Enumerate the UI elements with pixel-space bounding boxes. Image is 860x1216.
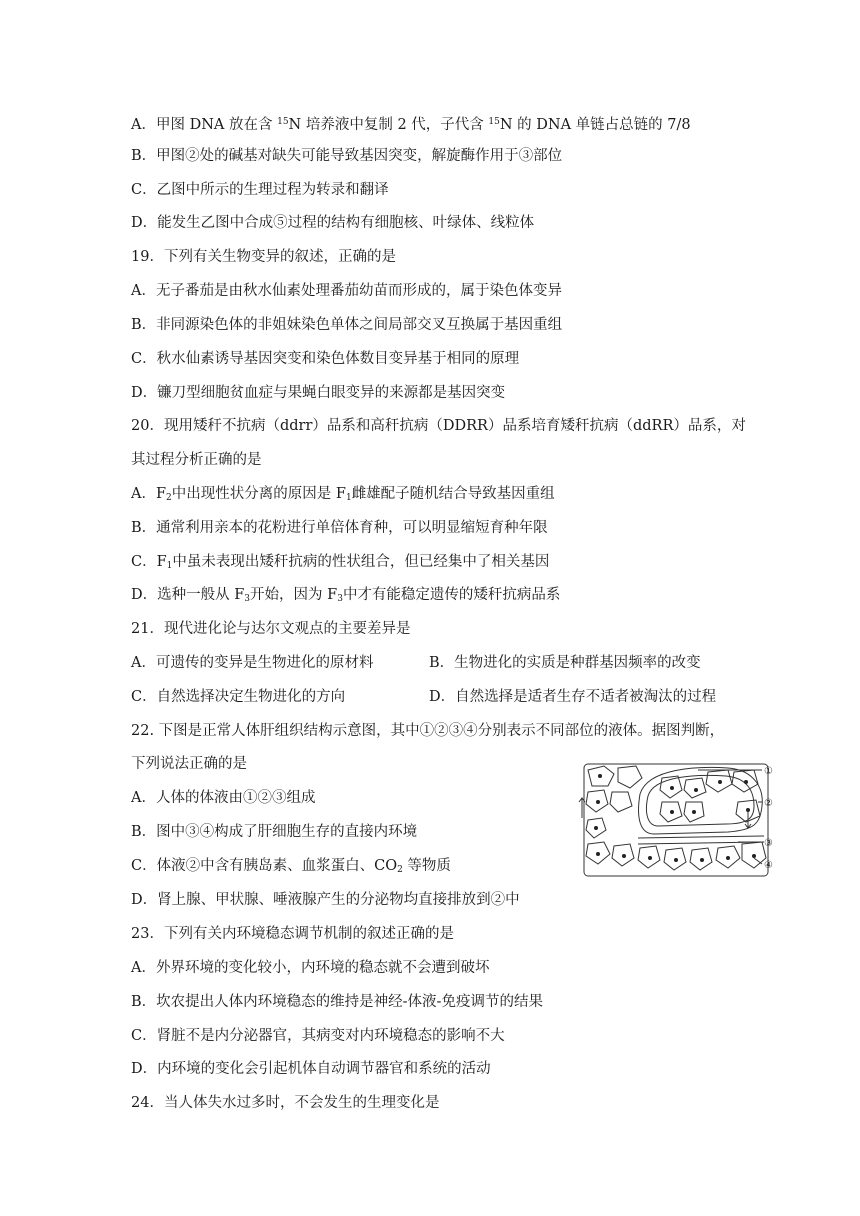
q21-option-a: A．可遗传的变异是生物进化的原材料: [131, 655, 374, 671]
q18-option-a: A．甲图 DNA 放在含 $^{15}$N 培养液中复制 2 代，子代含 $^{15}$N 的 DNA 单链占总链的 7/8: [131, 117, 691, 133]
q21-option-d: D．自然选择是适者生存不适者被淘汰的过程: [429, 689, 717, 705]
leader-line-4: [754, 858, 762, 864]
cell-nucleus: [674, 858, 678, 862]
q22-option-d: D．肾上腺、甲状腺、唾液腺产生的分泌物均直接排放到②中: [131, 892, 520, 908]
q19-option-b: B．非同源染色体的非姐妹染色单体之间局部交叉互换属于基因重组: [131, 317, 563, 333]
figure-label-4: ④: [764, 860, 773, 871]
q23-stem: 23．下列有关内环境稳态调节机制的叙述正确的是: [131, 926, 454, 942]
cell-nucleus: [752, 854, 756, 858]
q18-option-d: D．能发生乙图中合成⑤过程的结构有细胞核、叶绿体、线粒体: [131, 215, 535, 231]
cell-nucleus: [594, 826, 598, 830]
q24-stem: 24．当人体失水过多时，不会发生的生理变化是: [131, 1095, 440, 1111]
q20-option-b: B．通常利用亲本的花粉进行单倍体育种，可以明显缩短育种年限: [131, 520, 548, 536]
cell-nucleus: [598, 774, 602, 778]
q20-stem-line2: 其过程分析正确的是: [131, 452, 262, 468]
figure-label-1: ①: [764, 766, 773, 777]
cell-nucleus: [694, 788, 698, 792]
liver-cell: [618, 766, 642, 788]
q23-option-b: B．坎农提出人体内环境稳态的维持是神经-体液-免疫调节的结果: [131, 994, 543, 1010]
q19-option-c: C．秋水仙素诱导基因突变和染色体数目变异基于相同的原理: [131, 351, 520, 367]
q19-option-a: A．无子番茄是由秋水仙素处理番茄幼苗而形成的，属于染色体变异: [131, 283, 562, 299]
q22-stem-line1: 22. 下图是正常人体肝组织结构示意图，其中①②③④分别表示不同部位的液体。据图判断，: [131, 723, 725, 739]
figure-label-3: ③: [764, 838, 773, 849]
q20-option-d: D．选种一般从 $F_3$开始，因为 $F_3$中才有能稳定遗传的矮秆抗病品系: [131, 587, 561, 604]
figure-label-2: ②: [764, 798, 773, 809]
q20-option-c: C．$F_1$中虽未表现出矮秆抗病的性状组合，但已经集中了相关基因: [131, 554, 550, 571]
cell-nucleus: [622, 854, 626, 858]
cell-nucleus: [746, 808, 750, 812]
cell-nucleus: [596, 852, 600, 856]
cell-nucleus: [670, 810, 674, 814]
q22-option-a: A．人体的体液由①②③组成: [131, 790, 316, 806]
q21-option-b: B．生物进化的实质是种群基因频率的改变: [429, 655, 701, 671]
cell-nucleus: [726, 856, 730, 860]
capillary-outer: [639, 767, 763, 834]
q22-stem-line2: 下列说法正确的是: [131, 756, 247, 772]
cell-nucleus: [700, 858, 704, 862]
q22-option-b: B．图中③④构成了肝细胞生存的直接内环境: [131, 824, 418, 840]
capillary-inner: [646, 775, 754, 826]
q21-stem: 21．现代进化论与达尔文观点的主要差异是: [131, 621, 411, 637]
q18-option-c: C．乙图中所示的生理过程为转录和翻译: [131, 182, 389, 198]
q23-option-a: A．外界环境的变化较小，内环境的稳态就不会遭到破坏: [131, 960, 490, 976]
cell-nucleus: [744, 780, 748, 784]
q18-option-b: B．甲图②处的碱基对缺失可能导致基因突变，解旋酶作用于③部位: [131, 148, 563, 164]
q23-option-d: D．内环境的变化会引起机体自动调节器官和系统的活动: [131, 1061, 491, 1077]
liver-cell: [610, 792, 632, 812]
q21-option-c: C．自然选择决定生物进化的方向: [131, 689, 346, 705]
cell-nucleus: [692, 810, 696, 814]
liver-cell: [684, 778, 706, 798]
cell-nucleus: [596, 800, 600, 804]
cell-nucleus: [648, 856, 652, 860]
q20-stem-line1: 20．现用矮秆不抗病（ddrr）品系和高秆抗病（DDRR）品系培育矮秆抗病（ddRR）品系，对: [131, 418, 746, 434]
q19-stem: 19．下列有关生物变异的叙述，正确的是: [131, 249, 396, 265]
cell-nucleus: [670, 786, 674, 790]
q19-option-d: D．镰刀型细胞贫血症与果蝇白眼变异的来源都是基因突变: [131, 385, 506, 401]
liver-tissue-figure: [578, 758, 808, 888]
lymph-vessel-top: [638, 836, 764, 838]
q20-option-a: A．$F_2$中出现性状分离的原因是 $F_1$雌雄配子随机结合导致基因重组: [131, 486, 555, 503]
cell-nucleus: [718, 780, 722, 784]
q22-option-c: C．体液②中含有胰岛素、血浆蛋白、$CO_2$ 等物质: [131, 858, 451, 875]
q23-option-c: C．肾脏不是内分泌器官，其病变对内环境稳态的影响不大: [131, 1028, 505, 1044]
